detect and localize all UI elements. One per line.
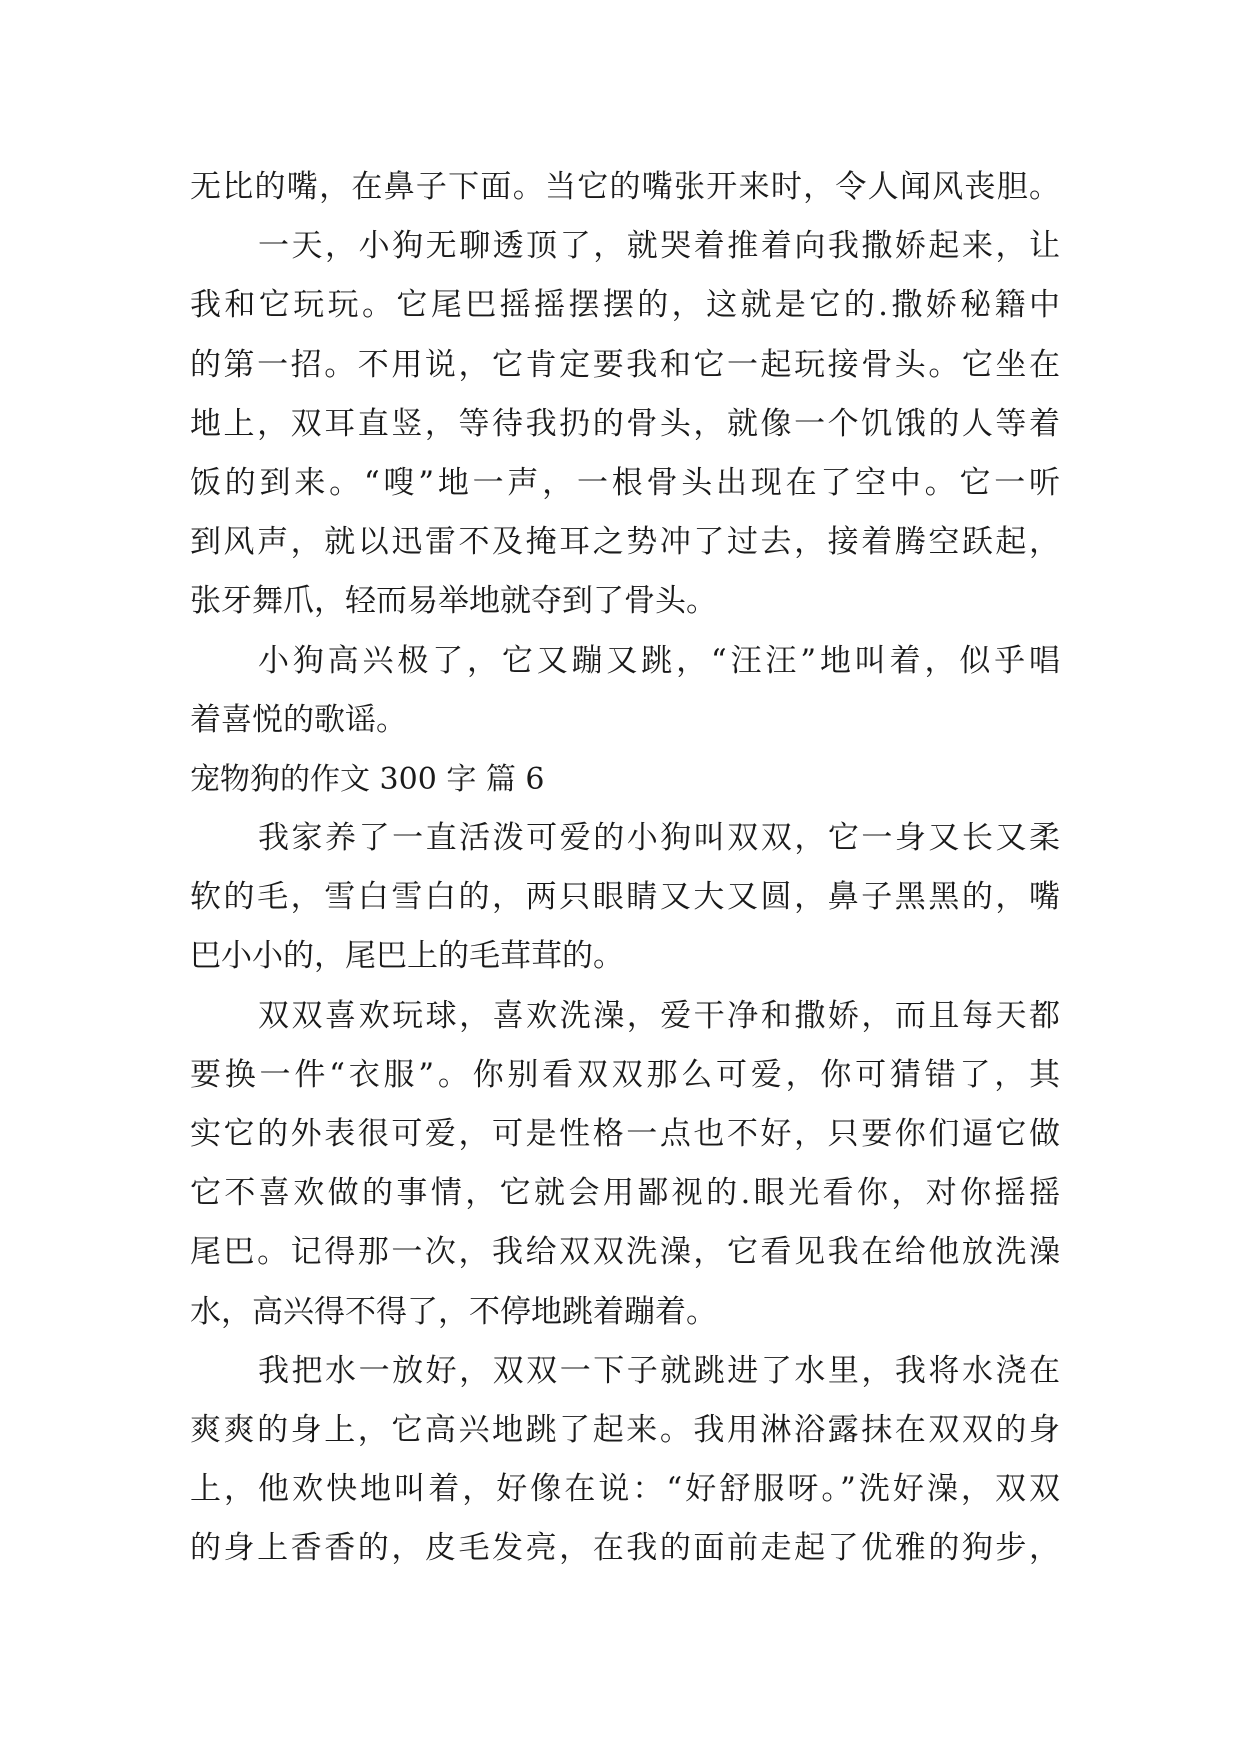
text-line: 到风声，就以迅雷不及掩耳之势冲了过去，接着腾空跃起， xyxy=(190,524,1060,561)
paragraph-start-line: 我把水一放好，双双一下子就跳进了水里，我将水浇在 xyxy=(258,1352,1060,1389)
paragraph-end-line: 水，高兴得不得了，不停地跳着蹦着。 xyxy=(190,1293,717,1330)
paragraph-end-line: 张牙舞爪，轻而易举地就夺到了骨头。 xyxy=(190,583,717,620)
text-line: 实它的外表很可爱，可是性格一点也不好，只要你们逼它做 xyxy=(190,1116,1060,1152)
text-line: 要换一件“衣服”。你别看双双那么可爱，你可猜错了，其 xyxy=(190,1056,1060,1093)
text-line: 无比的嘴，在鼻子下面。当它的嘴张开来时，令人闻风丧胆。 xyxy=(190,169,1060,205)
text-line: 饭的到来。“嗖”地一声，一根骨头出现在了空中。它一听 xyxy=(190,464,1060,501)
text-line: 尾巴。记得那一次，我给双双洗澡，它看见我在给他放洗澡 xyxy=(190,1234,1060,1271)
section-heading: 宠物狗的作文 300 字 篇 6 xyxy=(190,761,545,797)
text-line: 地上，双耳直竖，等待我扔的骨头，就像一个饥饿的人等着 xyxy=(190,405,1060,442)
paragraph-end-line: 巴小小的，尾巴上的毛茸茸的。 xyxy=(190,938,624,975)
text-line: 的第一招。不用说，它肯定要我和它一起玩接骨头。它坐在 xyxy=(190,346,1060,383)
text-line: 爽爽的身上，它高兴地跳了起来。我用淋浴露抹在双双的身 xyxy=(190,1411,1060,1448)
text-line: 软的毛，雪白雪白的，两只眼睛又大又圆，鼻子黑黑的，嘴 xyxy=(190,879,1060,916)
paragraph-end-line: 着喜悦的歌谣。 xyxy=(190,701,407,738)
text-line: 上，他欢快地叫着，好像在说：“好舒服呀。”洗好澡，双双 xyxy=(190,1471,1060,1508)
document-body xyxy=(190,158,1060,1579)
text-line: 的身上香香的，皮毛发亮，在我的面前走起了优雅的狗步， xyxy=(190,1530,1060,1567)
text-line: 它不喜欢做的事情，它就会用鄙视的.眼光看你，对你摇摇 xyxy=(190,1175,1060,1212)
paragraph-start-line: 双双喜欢玩球，喜欢洗澡，爱干净和撒娇，而且每天都 xyxy=(258,997,1060,1034)
paragraph-start-line: 小狗高兴极了，它又蹦又跳，“汪汪”地叫着，似乎唱 xyxy=(258,642,1060,679)
paragraph-start-line: 一天，小狗无聊透顶了，就哭着推着向我撒娇起来，让 xyxy=(258,228,1060,265)
paragraph-start-line: 我家养了一直活泼可爱的小狗叫双双，它一身又长又柔 xyxy=(258,820,1060,857)
text-line: 我和它玩玩。它尾巴摇摇摆摆的，这就是它的.撒娇秘籍中 xyxy=(190,287,1060,324)
